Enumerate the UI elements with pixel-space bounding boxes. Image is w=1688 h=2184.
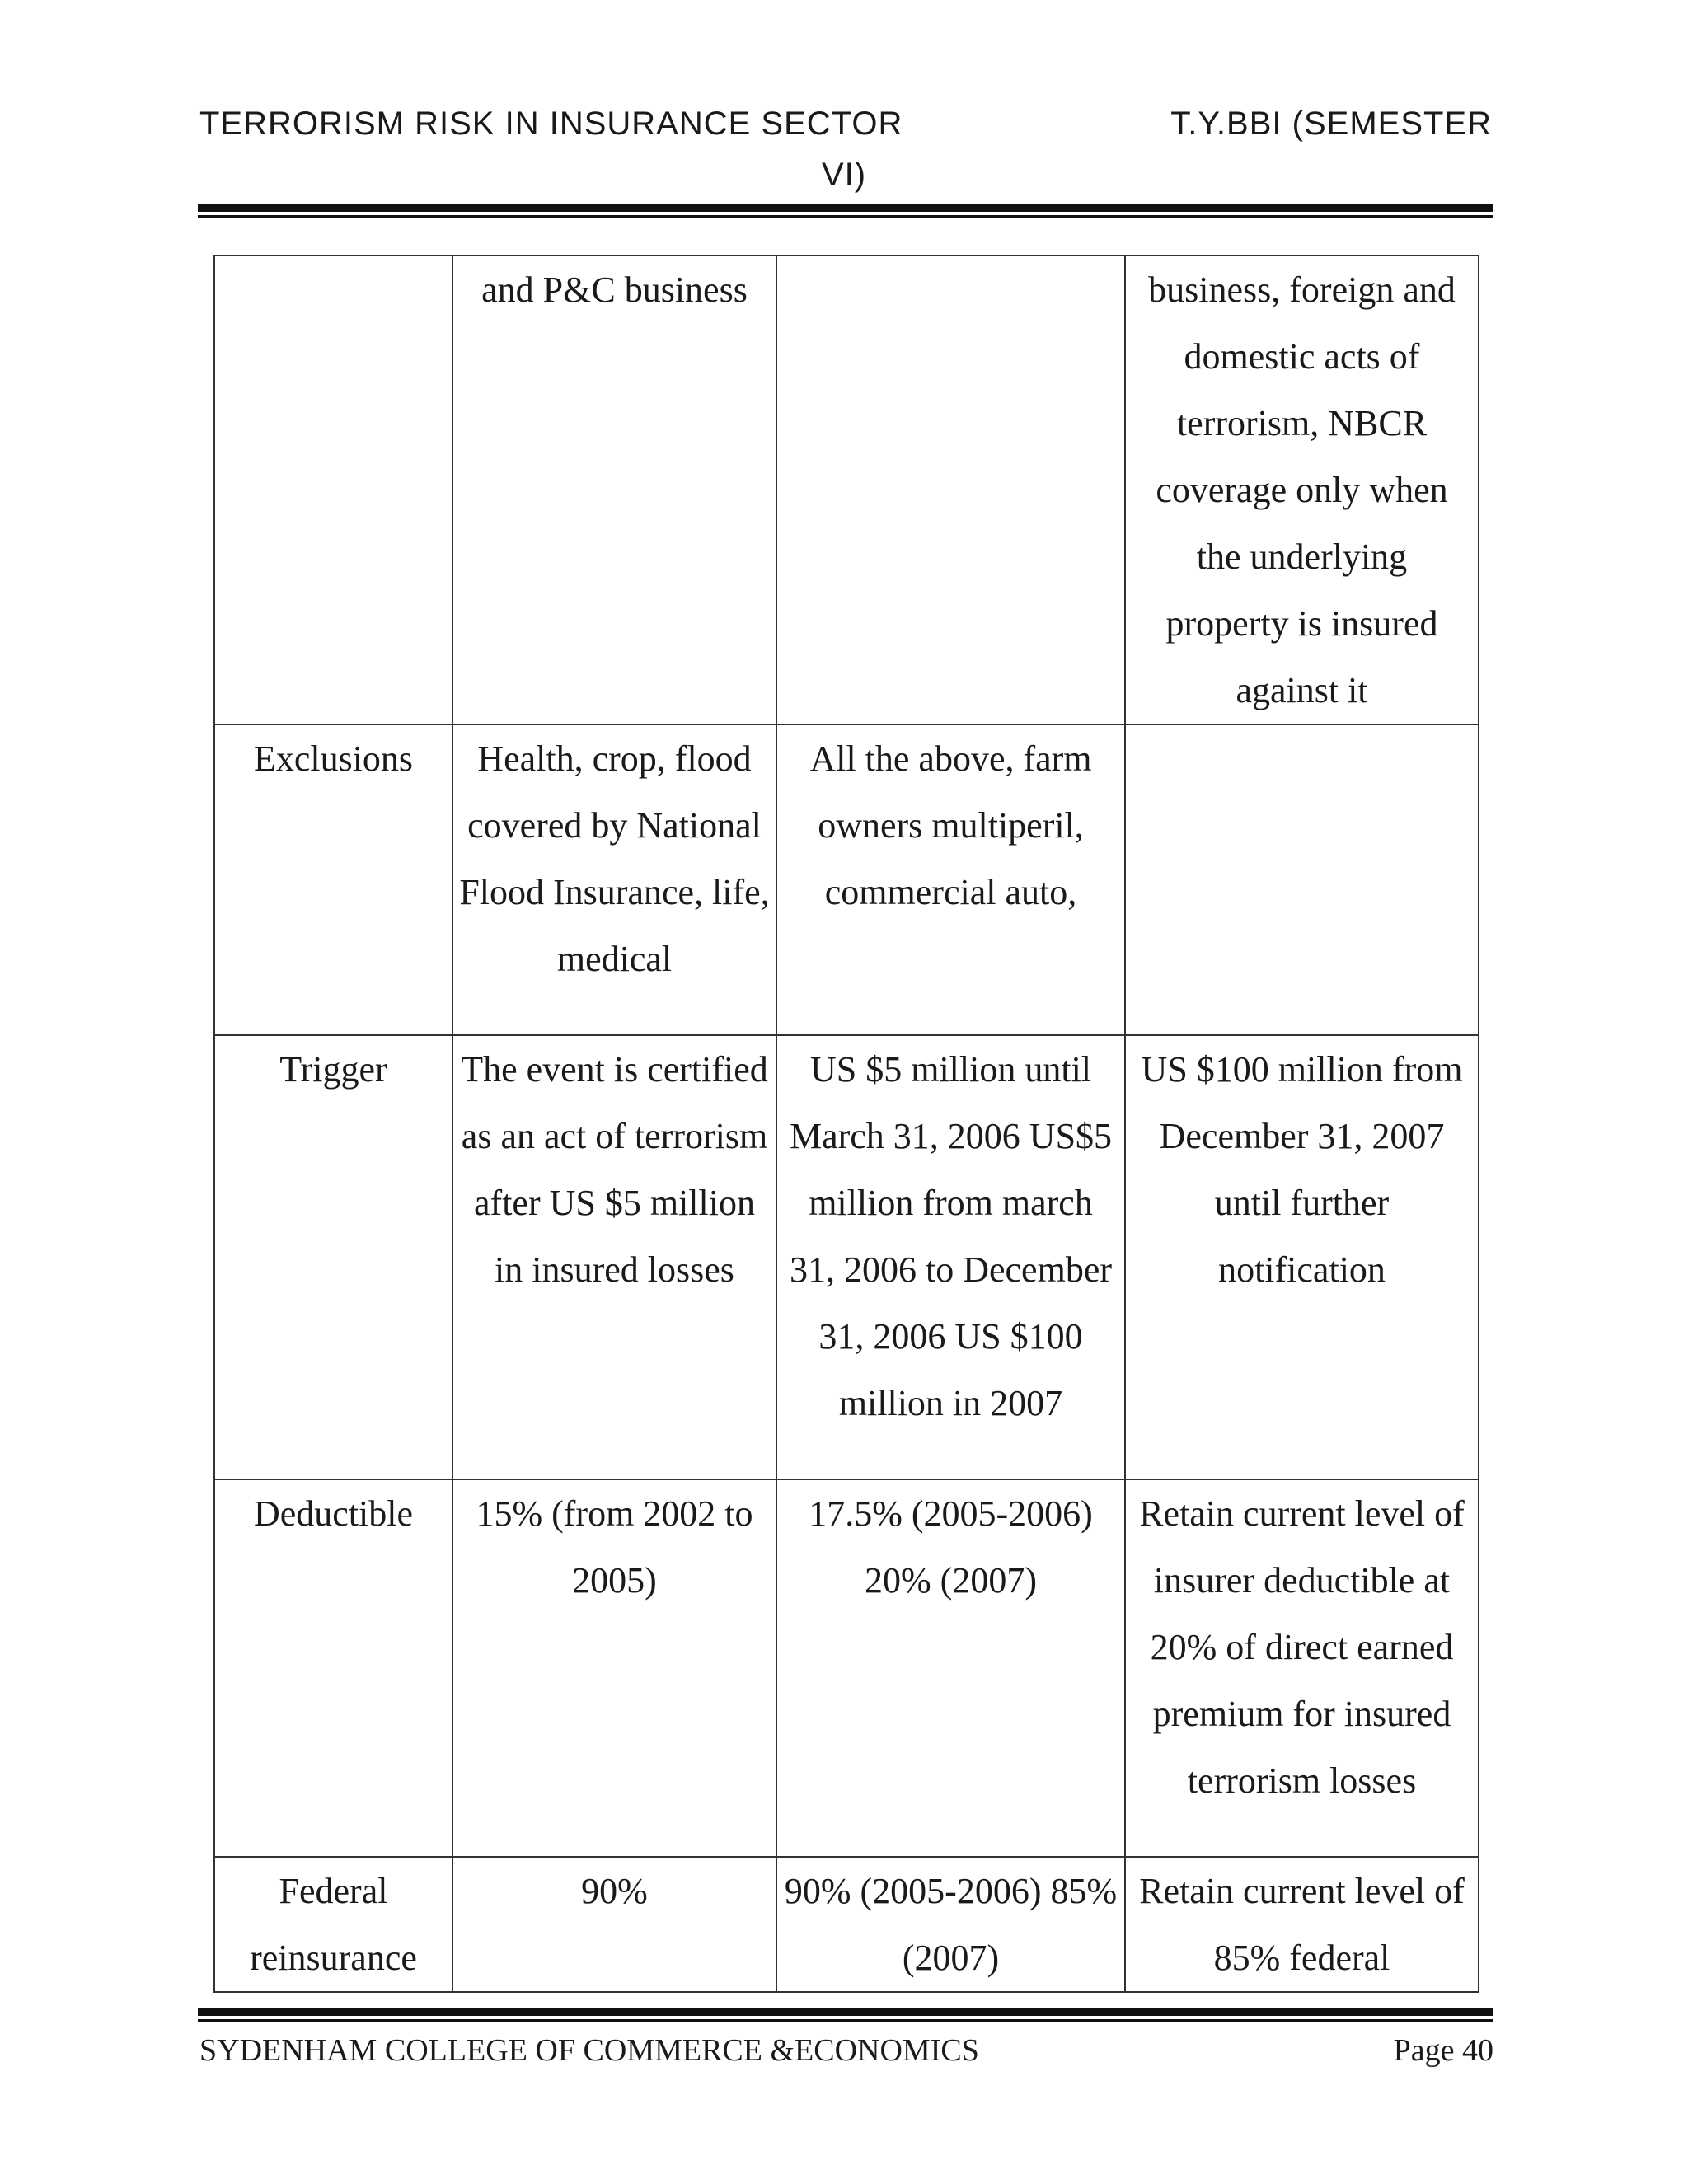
table-cell: Retain current level of 85% federal xyxy=(1125,1857,1479,1992)
comparison-table xyxy=(213,255,1479,1993)
table-cell-label: Deductible xyxy=(214,1479,452,1857)
table-cell: US $5 million until March 31, 2006 US$5 million from march 31, 2006 to December 31, 2006 US $100 million in 2007 xyxy=(776,1035,1125,1479)
table-cell-label: Federal reinsurance xyxy=(214,1857,452,1992)
table-cell-label: Trigger xyxy=(214,1035,452,1479)
running-header-course: T.Y.BBI (SEMESTER xyxy=(1170,105,1492,142)
table-row xyxy=(214,1479,1479,1857)
footer-rule-thin xyxy=(198,2019,1493,2022)
table-cell: Retain current level of insurer deductible at 20% of direct earned premium for insured terrorism losses xyxy=(1125,1479,1479,1857)
header-rule-thin xyxy=(198,215,1493,218)
running-header-course-continued: VI) xyxy=(821,157,867,193)
table-cell: All the above, farm owners multiperil, commercial auto, xyxy=(776,724,1125,1035)
table-cell: 90% xyxy=(452,1857,776,1992)
table-cell: The event is certified as an act of terrorism after US $5 million in insured losses xyxy=(452,1035,776,1479)
footer-college-name: SYDENHAM COLLEGE OF COMMERCE &ECONOMICS xyxy=(199,2033,979,2068)
table-cell: Health, crop, flood covered by National Flood Insurance, life, medical xyxy=(452,724,776,1035)
table-cell: 90% (2005-2006) 85% (2007) xyxy=(776,1857,1125,1992)
table-cell xyxy=(776,255,1125,724)
table-cell: 17.5% (2005-2006) 20% (2007) xyxy=(776,1479,1125,1857)
table-row xyxy=(214,724,1479,1035)
footer-rule-thick xyxy=(198,2008,1493,2016)
table-cell xyxy=(1125,724,1479,1035)
table-row xyxy=(214,1035,1479,1479)
table-row xyxy=(214,1857,1479,1992)
table-cell-label: Exclusions xyxy=(214,724,452,1035)
table-cell: US $100 million from December 31, 2007 until further notification xyxy=(1125,1035,1479,1479)
table-row xyxy=(214,255,1479,724)
header-rule-thick xyxy=(198,204,1493,212)
table-cell: business, foreign and domestic acts of terrorism, NBCR coverage only when the underlying property is insured against it xyxy=(1125,255,1479,724)
page-number: Page 40 xyxy=(1393,2033,1493,2068)
table-cell: 15% (from 2002 to 2005) xyxy=(452,1479,776,1857)
running-header-title: TERRORISM RISK IN INSURANCE SECTOR xyxy=(199,105,903,142)
table-cell: and P&C business xyxy=(452,255,776,724)
table-cell-label xyxy=(214,255,452,724)
